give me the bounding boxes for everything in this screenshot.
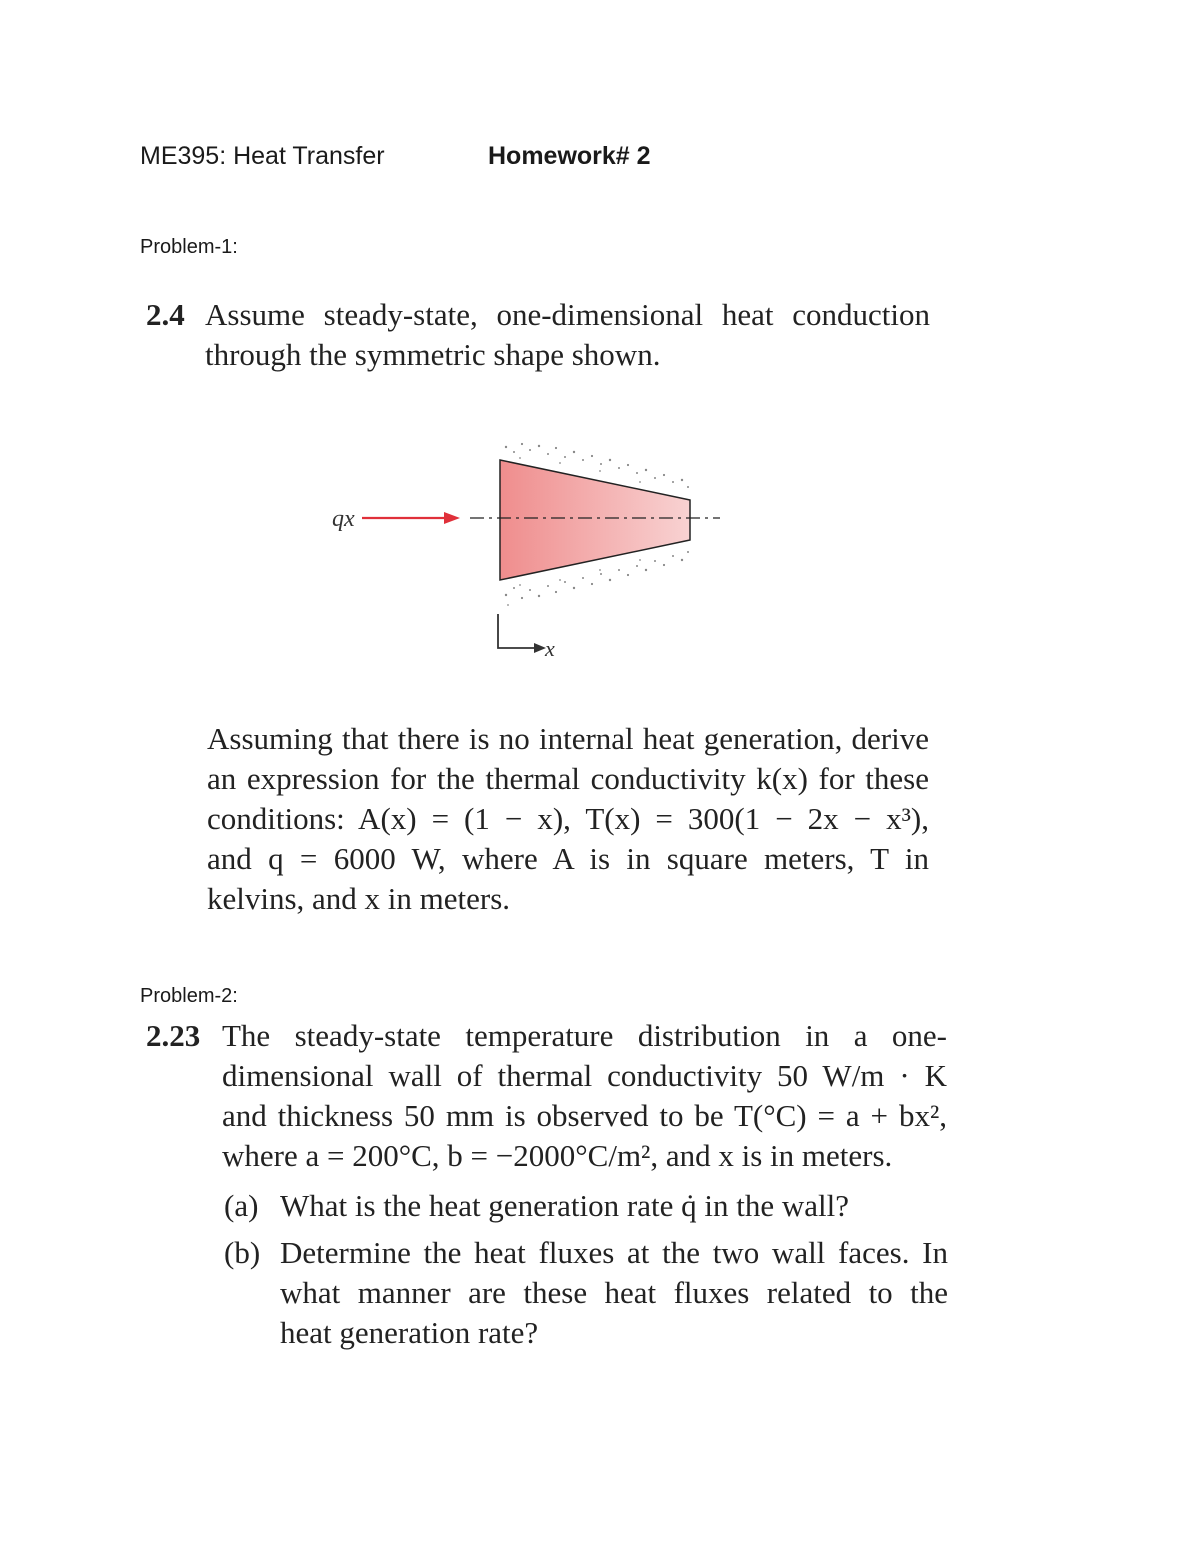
flux-label: qx: [332, 506, 355, 532]
homework-title: Homework# 2: [488, 142, 651, 170]
intro-line: The steady-state temperature distribution in a one-: [222, 1018, 947, 1053]
intro-line: Assume steady-state, one-dimensional heat conduction: [205, 297, 930, 332]
part-b-line: heat generation rate?: [280, 1315, 539, 1350]
problem-1-label: Problem-1:: [140, 236, 238, 258]
body-line: an expression for the thermal conductivity k(x) for these: [207, 761, 929, 796]
part-b-line: what manner are these heat fluxes related to the: [280, 1275, 948, 1310]
problem-number: 2.23: [146, 1018, 201, 1053]
tapered-solid: [500, 460, 690, 580]
heat-flow-arrowhead: [444, 512, 460, 524]
part-a-tag: (a): [224, 1188, 259, 1223]
axis-indicator: [498, 614, 540, 648]
part-a-text: What is the heat generation rate q̇ in the wall?: [280, 1188, 849, 1223]
conduction-figure: [320, 430, 740, 670]
problem-1-intro: [205, 295, 930, 375]
body-line: kelvins, and x in meters.: [207, 881, 511, 916]
problem-1-body: [207, 719, 929, 919]
body-line: conditions: A(x) = (1 − x), T(x) = 300(1 − 2x − x³),: [207, 801, 929, 836]
intro-line: where a = 200°C, b = −2000°C/m², and x is in meters.: [222, 1138, 893, 1173]
problem-2-intro: [222, 1016, 947, 1176]
problem-1-number: [146, 295, 185, 335]
body-line: and q = 6000 W, where A is in square meters, T in: [207, 841, 929, 876]
part-b-text: [280, 1233, 948, 1353]
problem-2-label: Problem-2:: [140, 985, 238, 1007]
body-line: Assuming that there is no internal heat generation, derive: [207, 721, 929, 756]
problem-number: 2.4: [146, 297, 185, 332]
course-title: ME395: Heat Transfer: [140, 142, 385, 170]
part-b-line: Determine the heat fluxes at the two wall faces. In: [280, 1235, 948, 1270]
intro-line: and thickness 50 mm is observed to be T(°C) = a + bx²,: [222, 1098, 947, 1133]
intro-line: dimensional wall of thermal conductivity 50 W/m · K: [222, 1058, 947, 1093]
axis-label: x: [545, 636, 555, 661]
intro-line: through the symmetric shape shown.: [205, 337, 661, 372]
part-b-tag: (b): [224, 1235, 261, 1270]
problem-2-number: [146, 1016, 200, 1056]
